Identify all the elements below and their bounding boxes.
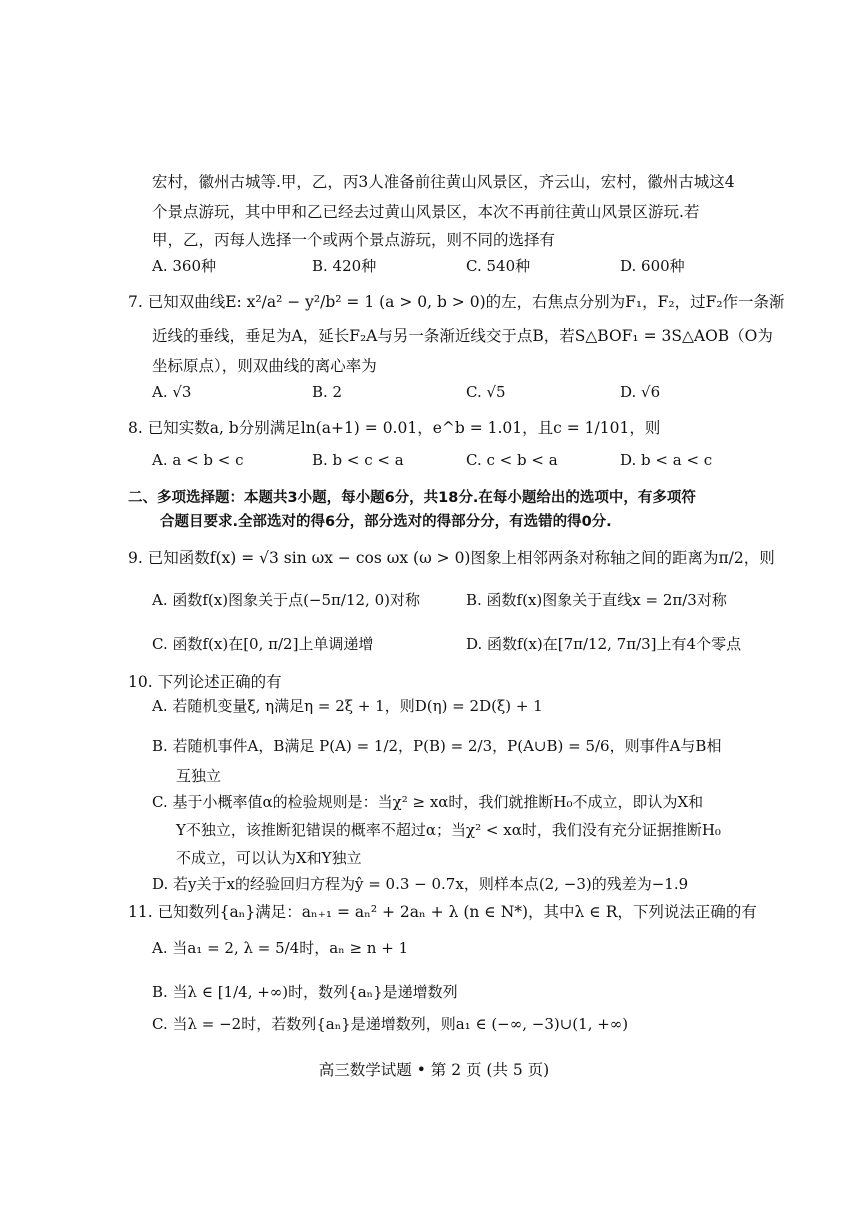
q8-option-d: D. b < a < c [620, 451, 713, 469]
q10-option-d: D. 若y关于x的经验回归方程为ŷ = 0.3 − 0.7x，则样本点(2, −3)的残差为−1.9 [152, 875, 689, 893]
q8-option-a: A. a < b < c [152, 451, 244, 469]
q10-option-a: A. 若随机变量ξ, η满足η = 2ξ + 1，则D(η) = 2D(ξ) + 1 [152, 697, 543, 715]
q6-option-d: D. 600种 [620, 257, 685, 275]
q6-option-c: C. 540种 [466, 257, 531, 275]
q8-option-b: B. b < c < a [312, 451, 404, 469]
q7-line-1: 7. 已知双曲线E: x²/a² − y²/b² = 1 (a > 0, b > 0)的左，右焦点分别为F₁，F₂，过F₂作一条渐 [128, 293, 785, 311]
q11-option-c: C. 当λ = −2时，若数列{aₙ}是递增数列，则a₁ ∈ (−∞, −3)∪(1, +∞) [152, 1015, 629, 1033]
q6-line-1: 宏村，徽州古城等.甲，乙，丙3人准备前往黄山风景区，齐云山，宏村，徽州古城这4 [152, 173, 735, 191]
q8-option-c: C. c < b < a [466, 451, 558, 469]
q6-option-b: B. 420种 [312, 257, 377, 275]
q10-option-b-cont: 互独立 [176, 767, 222, 785]
q8-line-1: 8. 已知实数a, b分别满足ln(a+1) = 0.01，e^b = 1.01，且c = 1/101，则 [128, 419, 661, 437]
q7-option-b: B. 2 [312, 383, 343, 401]
q10-line-1: 10. 下列论述正确的有 [128, 673, 282, 691]
q10-option-c-cont-1: Y不独立，该推断犯错误的概率不超过α；当χ² < xα时，我们没有充分证据推断H₀ [176, 821, 721, 839]
q7-option-c: C. √5 [466, 383, 506, 401]
q10-option-c-cont-2: 不成立，可以认为X和Y独立 [176, 849, 362, 867]
q9-option-c: C. 函数f(x)在[0, π/2]上单调递增 [152, 635, 374, 653]
q11-option-a: A. 当a₁ = 2, λ = 5/4时，aₙ ≥ n + 1 [152, 939, 409, 957]
q11-line-1: 11. 已知数列{aₙ}满足：aₙ₊₁ = aₙ² + 2aₙ + λ (n ∈ N*)，其中λ ∈ R，下列说法正确的有 [128, 903, 757, 921]
page-footer: 高三数学试题 • 第 2 页 (共 5 页) [318, 1061, 550, 1079]
q7-option-d: D. √6 [620, 383, 661, 401]
q7-line-3: 坐标原点），则双曲线的离心率为 [152, 357, 377, 375]
q6-option-a: A. 360种 [152, 257, 216, 275]
q6-line-3: 甲，乙，丙每人选择一个或两个景点游玩，则不同的选择有 [152, 231, 556, 249]
q7-line-2: 近线的垂线，垂足为A，延长F₂A与另一条渐近线交于点B，若S△BOF₁ = 3S△AOB（O为 [152, 327, 773, 345]
q9-option-a: A. 函数f(x)图象关于点(−5π/12, 0)对称 [152, 591, 420, 609]
q6-line-2: 个景点游玩，其中甲和乙已经去过黄山风景区，本次不再前往黄山风景区游玩.若 [152, 203, 700, 221]
q10-option-b: B. 若随机事件A，B满足 P(A) = 1/2，P(B) = 2/3，P(A∪B) = 5/6，则事件A与B相 [152, 737, 722, 755]
q11-option-b: B. 当λ ∈ [1/4, +∞)时，数列{aₙ}是递增数列 [152, 983, 458, 1001]
section2-line-1: 二、多项选择题：本题共3小题，每小题6分，共18分.在每小题给出的选项中，有多项符 [128, 490, 696, 506]
q9-line-1: 9. 已知函数f(x) = √3 sin ωx − cos ωx (ω > 0)图象上相邻两条对称轴之间的距离为π/2，则 [128, 549, 775, 567]
q9-option-b: B. 函数f(x)图象关于直线x = 2π/3对称 [466, 591, 727, 609]
q7-option-a: A. √3 [152, 383, 192, 401]
q9-option-d: D. 函数f(x)在[7π/12, 7π/3]上有4个零点 [466, 635, 742, 653]
q10-option-c: C. 基于小概率值α的检验规则是：当χ² ≥ xα时，我们就推断H₀不成立，即认为X和 [152, 793, 704, 811]
section2-line-2: 合题目要求.全部选对的得6分，部分选对的得部分分，有选错的得0分. [160, 514, 612, 530]
